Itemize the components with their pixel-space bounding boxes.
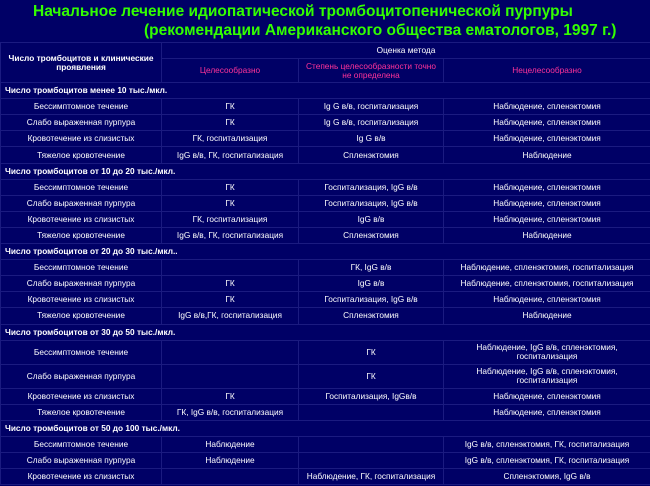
group-row bbox=[1, 244, 650, 260]
row-uncertain bbox=[299, 452, 444, 468]
row-uncertain: Госпитализация, IgG в/в bbox=[299, 179, 444, 195]
table-row bbox=[1, 260, 650, 276]
row-inappropriate: Наблюдение, спленэктомия bbox=[444, 292, 650, 308]
row-uncertain: IgG в/в bbox=[299, 276, 444, 292]
row-appropriate bbox=[162, 340, 299, 364]
row-condition: Тяжелое кровотечение bbox=[1, 404, 162, 420]
row-condition: Тяжелое кровотечение bbox=[1, 147, 162, 163]
row-uncertain: IgG в/в bbox=[299, 211, 444, 227]
header-row-1 bbox=[1, 43, 650, 59]
row-appropriate: IgG в/в, ГК, госпитализация bbox=[162, 227, 299, 243]
row-inappropriate: Наблюдение, спленэктомия bbox=[444, 388, 650, 404]
table-row bbox=[1, 340, 650, 364]
row-uncertain: Госпитализация, IgG в/в bbox=[299, 195, 444, 211]
table-row bbox=[1, 388, 650, 404]
row-condition: Слабо выраженная пурпура bbox=[1, 115, 162, 131]
row-appropriate: Наблюдение bbox=[162, 436, 299, 452]
row-condition: Кровотечение из слизистых bbox=[1, 388, 162, 404]
row-inappropriate: Наблюдение, спленэктомия bbox=[444, 195, 650, 211]
row-uncertain: Наблюдение, ГК, госпитализация bbox=[299, 469, 444, 485]
row-condition: Слабо выраженная пурпура bbox=[1, 195, 162, 211]
row-inappropriate: Наблюдение bbox=[444, 308, 650, 324]
row-uncertain: Ig G в/в, госпитализация bbox=[299, 115, 444, 131]
row-uncertain: Госпитализация, IgG в/в bbox=[299, 292, 444, 308]
group-row bbox=[1, 83, 650, 99]
row-appropriate: ГК bbox=[162, 115, 299, 131]
group-row bbox=[1, 163, 650, 179]
row-appropriate bbox=[162, 469, 299, 485]
table-row bbox=[1, 195, 650, 211]
row-appropriate: ГК, госпитализация bbox=[162, 131, 299, 147]
treatment-table bbox=[0, 42, 650, 485]
row-uncertain: Спленэктомия bbox=[299, 147, 444, 163]
row-appropriate: ГК bbox=[162, 276, 299, 292]
row-uncertain: Госпитализация, IgGв/в bbox=[299, 388, 444, 404]
header-col-inappropriate: Нецелесообразно bbox=[444, 59, 650, 83]
table-row bbox=[1, 292, 650, 308]
group-row bbox=[1, 420, 650, 436]
table-row bbox=[1, 211, 650, 227]
row-uncertain: ГК bbox=[299, 340, 444, 364]
row-inappropriate: Наблюдение, спленэктомия bbox=[444, 404, 650, 420]
title-line-2: (рекомендации Американского общества ематологов, 1997 г.) bbox=[144, 22, 617, 39]
table-row bbox=[1, 147, 650, 163]
row-uncertain: Спленэктомия bbox=[299, 227, 444, 243]
row-appropriate: ГК bbox=[162, 99, 299, 115]
row-condition: Бессимптомное течение bbox=[1, 179, 162, 195]
row-condition: Слабо выраженная пурпура bbox=[1, 276, 162, 292]
table-row bbox=[1, 404, 650, 420]
row-condition: Тяжелое кровотечение bbox=[1, 227, 162, 243]
group-title: Число тромбоцитов от 50 до 100 тыс./мкл. bbox=[1, 420, 650, 436]
row-appropriate: Наблюдение bbox=[162, 452, 299, 468]
header-evaluation: Оценка метода bbox=[162, 43, 650, 59]
row-uncertain: ГК bbox=[299, 364, 444, 388]
row-appropriate: IgG в/в,ГК, госпитализация bbox=[162, 308, 299, 324]
slide-title bbox=[0, 2, 650, 40]
header-col-conditions: Число тромбоцитов и клинические проявления bbox=[1, 43, 162, 83]
table-row bbox=[1, 179, 650, 195]
row-appropriate: ГК bbox=[162, 292, 299, 308]
row-uncertain: Ig G в/в, госпитализация bbox=[299, 99, 444, 115]
row-appropriate bbox=[162, 260, 299, 276]
row-inappropriate: Спленэктомия, IgG в/в bbox=[444, 469, 650, 485]
row-uncertain bbox=[299, 404, 444, 420]
header-col-appropriate: Целесообразно bbox=[162, 59, 299, 83]
row-condition: Бессимптомное течение bbox=[1, 260, 162, 276]
row-inappropriate: Наблюдение, IgG в/в, спленэктомия, госпитализация bbox=[444, 340, 650, 364]
table-row bbox=[1, 436, 650, 452]
table-row bbox=[1, 469, 650, 485]
row-inappropriate: Наблюдение, спленэктомия bbox=[444, 115, 650, 131]
row-uncertain: Ig G в/в bbox=[299, 131, 444, 147]
group-title: Число тромбоцитов от 20 до 30 тыс./мкл.. bbox=[1, 244, 650, 260]
row-uncertain: Спленэктомия bbox=[299, 308, 444, 324]
title-line-1: Начальное лечение идиопатической тромбоцитопенической пурпуры bbox=[33, 3, 573, 20]
row-condition: Кровотечение из слизистых bbox=[1, 292, 162, 308]
row-condition: Бессимптомное течение bbox=[1, 436, 162, 452]
row-uncertain: ГК, IgG в/в bbox=[299, 260, 444, 276]
row-inappropriate: Наблюдение bbox=[444, 227, 650, 243]
row-inappropriate: Наблюдение bbox=[444, 147, 650, 163]
group-title: Число тромбоцитов от 10 до 20 тыс./мкл. bbox=[1, 163, 650, 179]
row-condition: Кровотечение из слизистых bbox=[1, 211, 162, 227]
table-row bbox=[1, 99, 650, 115]
group-title: Число тромбоцитов от 30 до 50 тыс./мкл. bbox=[1, 324, 650, 340]
table-row bbox=[1, 276, 650, 292]
row-appropriate: ГК, госпитализация bbox=[162, 211, 299, 227]
row-condition: Бессимптомное течение bbox=[1, 340, 162, 364]
row-inappropriate: Наблюдение, спленэктомия bbox=[444, 179, 650, 195]
row-condition: Бессимптомное течение bbox=[1, 99, 162, 115]
group-row bbox=[1, 324, 650, 340]
row-inappropriate: Наблюдение, IgG в/в, спленэктомия, госпитализация bbox=[444, 364, 650, 388]
row-inappropriate: Наблюдение, спленэктомия bbox=[444, 99, 650, 115]
table-row bbox=[1, 364, 650, 388]
row-appropriate: ГК bbox=[162, 388, 299, 404]
row-inappropriate: Наблюдение, спленэктомия, госпитализация bbox=[444, 276, 650, 292]
row-inappropriate: IgG в/в, спленэктомия, ГК, госпитализация bbox=[444, 452, 650, 468]
row-condition: Слабо выраженная пурпура bbox=[1, 452, 162, 468]
row-appropriate: IgG в/в, ГК, госпитализация bbox=[162, 147, 299, 163]
row-inappropriate: Наблюдение, спленэктомия bbox=[444, 131, 650, 147]
row-appropriate: ГК bbox=[162, 195, 299, 211]
table-row bbox=[1, 131, 650, 147]
row-inappropriate: IgG в/в, спленэктомия, ГК, госпитализация bbox=[444, 436, 650, 452]
table-row bbox=[1, 115, 650, 131]
row-appropriate bbox=[162, 364, 299, 388]
table-row bbox=[1, 308, 650, 324]
row-uncertain bbox=[299, 436, 444, 452]
table-row bbox=[1, 227, 650, 243]
row-inappropriate: Наблюдение, спленэктомия, госпитализация bbox=[444, 260, 650, 276]
row-appropriate: ГК bbox=[162, 179, 299, 195]
group-title: Число тромбоцитов менее 10 тыс./мкл. bbox=[1, 83, 650, 99]
header-col-uncertain: Степень целесообразности точно не определена bbox=[299, 59, 444, 83]
row-condition: Кровотечение из слизистых bbox=[1, 469, 162, 485]
row-inappropriate: Наблюдение, спленэктомия bbox=[444, 211, 650, 227]
table-row bbox=[1, 452, 650, 468]
row-condition: Тяжелое кровотечение bbox=[1, 308, 162, 324]
row-condition: Слабо выраженная пурпура bbox=[1, 364, 162, 388]
row-appropriate: ГК, IgG в/в, госпитализация bbox=[162, 404, 299, 420]
row-condition: Кровотечение из слизистых bbox=[1, 131, 162, 147]
